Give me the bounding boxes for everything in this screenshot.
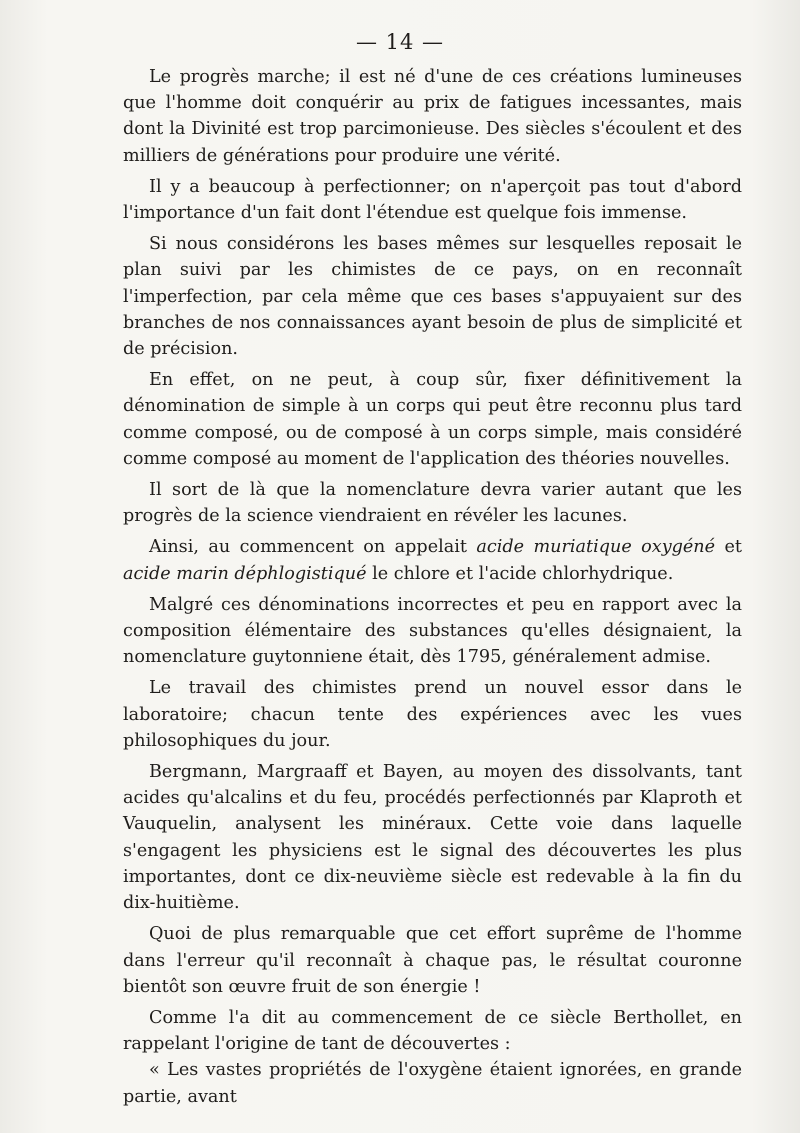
term-acide-muriatique: acide muriatique oxygéné xyxy=(476,537,716,558)
paragraph-6-text-c: le chlore et l'acide chlorhydrique. xyxy=(366,563,674,584)
paragraph-3: Si nous considérons les bases mêmes sur lesquelles reposait le plan suivi par les chimistes de ce pays, on en reconnaît l'imperfection, par cela même que ces bases s'appuyaient sur des branches de nos connaissances ayant besoin de plus de simplicité et de précision. xyxy=(123,234,742,360)
term-acide-marin: acide marin déphlogistiqué xyxy=(123,563,367,584)
paragraph-1: Le progrès marche; il est né d'une de ces créations lumineuses que l'homme doit conquérir au prix de fatigues incessantes, mais dont la Divinité est trop parcimonieuse. Des siècles s'écoulent et des milliers de générations pour produire une vérité. xyxy=(123,67,742,166)
page-number: — 14 — xyxy=(355,30,445,54)
paragraph-4: En effet, on ne peut, à coup sûr, fixer définitivement la dénomination de simple à un corps qui peut être reconnu plus tard comme composé, ou de composé à un corps simple, mais considéré comme composé au moment de l'application des théories nouvelles. xyxy=(123,370,742,469)
paragraph-6-text-b: et xyxy=(715,537,742,558)
paragraph-10: Quoi de plus remarquable que cet effort suprême de l'homme dans l'erreur qu'il reconnaît à chaque pas, le résultat couronne bientôt son œuvre fruit de son énergie ! xyxy=(123,924,742,997)
paragraph-8: Le travail des chimistes prend un nouvel essor dans le laboratoire; chacun tente des expériences avec les vues philosophiques du jour. xyxy=(123,678,742,751)
paragraph-7: Malgré ces dénominations incorrectes et peu en rapport avec la composition élémentaire des substances qu'elles désignaient, la nomenclature guytonniene était, dès 1795, généralement admise. xyxy=(123,594,742,668)
paragraph-9: Bergmann, Margraaff et Bayen, au moyen des dissolvants, tant acides qu'alcalins et du feu, procédés perfectionnés par Klaproth et Vauquelin, analysent les minéraux. Cette voie dans laquelle s'engagent les physiciens est le signal des découvertes les plus importantes, dont ce dix-neuvième siècle est redevable à la fin du dix-huitième. xyxy=(123,762,742,914)
paragraph-5: Il sort de là que la nomenclature devra varier autant que les progrès de la science viendraient en révéler les lacunes. xyxy=(123,480,742,527)
paragraph-2: Il y a beaucoup à perfectionner; on n'aperçoit pas tout d'abord l'importance d'un fait dont l'étendue est quelque fois immense. xyxy=(123,176,742,224)
paragraph-6-text-a: Ainsi, au commencent on appelait xyxy=(149,537,477,558)
paragraph-6 xyxy=(123,534,742,586)
body-text xyxy=(123,64,742,1110)
paragraph-11: Comme l'a dit au commencement de ce siècle Berthollet, en rappelant l'origine de tant de découvertes : xyxy=(123,1007,742,1055)
paragraph-12-quote: « Les vastes propriétés de l'oxygène étaient ignorées, en grande partie, avant xyxy=(123,1060,742,1107)
